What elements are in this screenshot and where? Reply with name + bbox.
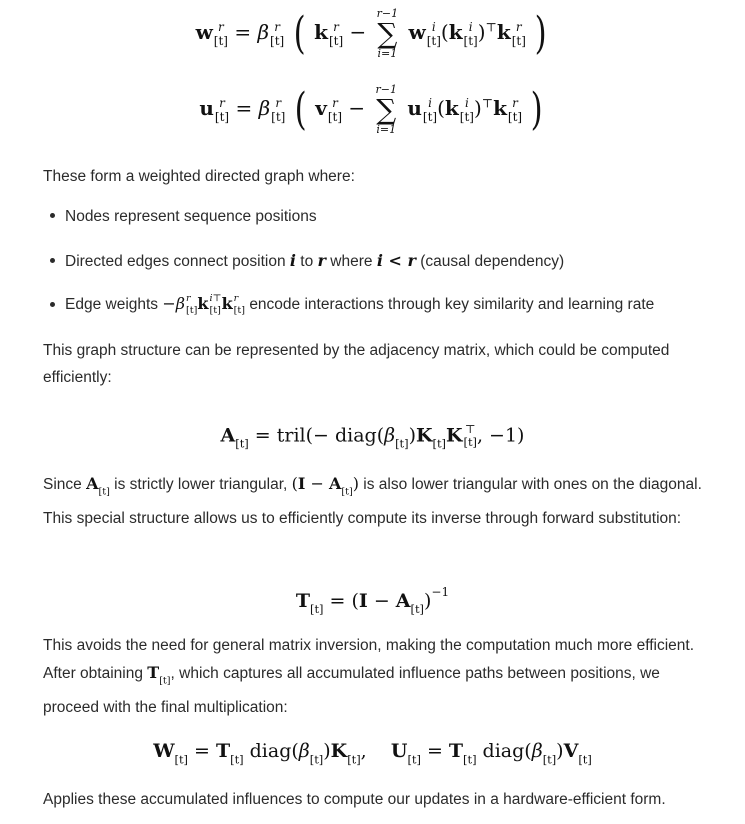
bullet-text: Edge weights	[65, 296, 159, 314]
paragraph-text: is strictly lower triangular,	[114, 476, 288, 493]
paragraph-text: Since	[43, 476, 82, 493]
paragraph-text: This avoids the need for general matrix inversion, making the computation much more efficient.	[43, 637, 695, 654]
bullet-edges: Directed edges connect position i to r where i < r (causal dependency)	[50, 251, 564, 271]
sum-operator: r−1 ∑ i=1	[376, 7, 399, 61]
equation-A: $A_{[t]}$ = tril(− $diag(\beta_{[t]})K_{[t]}K$ ⊤ [t] , −1)	[220, 422, 525, 451]
intro-paragraph: These form a weighted directed graph where:	[43, 168, 355, 185]
bullet-text: to	[300, 253, 314, 270]
paragraph-text: is also lower triangular with ones on the	[363, 476, 635, 493]
bullet-edge-weights: Edge weights −β r [t] k i⊤ [t] k r [t] encode interactions through key similarity and learning rate	[50, 294, 654, 315]
sum-operator: r−1 ∑ i=1	[375, 83, 397, 137]
paragraph-text: proceed with the final multiplication:	[43, 699, 288, 717]
paragraph-text: , which captures all accumulated influence paths between positions, we	[170, 665, 660, 682]
adjacency-paragraph: This graph structure can be represented by the adjacency matrix, which could be computed efficiently:	[43, 342, 670, 386]
final-paragraph: Applies these accumulated influences to compute our updates in a hardware-efficient form.	[43, 791, 666, 808]
bullet-nodes	[50, 208, 317, 226]
bullet-text: (causal dependency)	[420, 253, 565, 270]
since-paragraph: Since $A_{[t]}$ is strictly lower triangular, $(I - A_{[t]})$ is also lower triangular with ones on the diagonal. This special structure allows us to efficiently compute its inverse through forward substitution:	[43, 474, 702, 528]
paragraph-text: diagonal. This special structure allows us to efficiently compute its inverse through forward substitution:	[43, 476, 702, 528]
bullet-dot	[50, 258, 55, 263]
bullet-text: encode interactions through key similarity and learning rate	[249, 296, 655, 314]
equation-u: u r [t] = β r [t] ( v r [t] − r−1 ∑ i=1 u i [t] (k i [t] )⊤k r [t] )	[199, 83, 544, 137]
bullet-text: where	[330, 253, 373, 270]
bullet-dot	[50, 302, 55, 307]
equation-T: $T_{[t]} = (I - A_{[t]})^{-1}$	[295, 585, 450, 617]
equation-w: w r [t] = β r [t] ( k r [t] − r−1 ∑ i=1 w i [t] (k i [t] )⊤k r [t] )	[195, 7, 547, 61]
avoids-paragraph: This avoids the need for general matrix inversion, making the computation much more efficient. After obtaining $T_{[t]}$, which captures all accumulated influence paths between positions, we proceed with the final multiplication:	[43, 637, 695, 717]
bullet-text: Directed edges connect position	[65, 253, 286, 270]
bullet-dot	[50, 213, 55, 218]
equation-W-U: $W_{[t]} = T_{[t]}$ $diag(\beta_{[t]})K_{[t]}$, $U_{[t]} = T_{[t]}$ $diag(\beta_{[t]})V_{[t]}$	[153, 740, 592, 767]
bullet-text: Nodes represent sequence positions	[65, 208, 317, 225]
paragraph-text: After obtaining	[43, 665, 143, 682]
